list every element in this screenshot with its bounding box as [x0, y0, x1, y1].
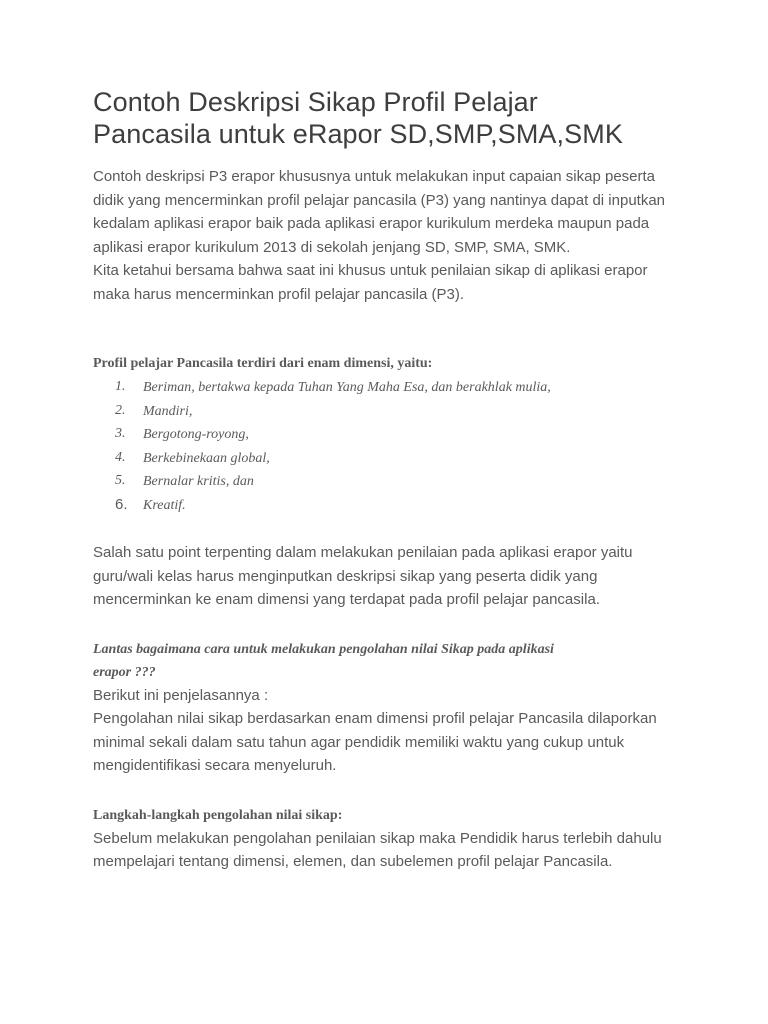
question-line-2: erapor ??? — [93, 664, 156, 680]
steps-paragraph: Sebelum melakukan pengolahan penilaian sikap maka Pendidik harus terlebih dahulu mempelajari tentang dimensi, elemen, dan subelemen profil pelajar Pancasila. — [93, 829, 662, 870]
dimension-number: 3. — [115, 426, 126, 441]
explanation-intro: Berikut ini penjelasannya : — [93, 686, 269, 704]
question-heading — [93, 638, 693, 684]
document-title — [93, 86, 693, 150]
dimension-item — [93, 375, 693, 399]
dimension-text: Beriman, bertakwa kepada Tuhan Yang Maha Esa, dan berakhlak mulia, — [143, 380, 551, 395]
explanation-paragraph: Pengolahan nilai sikap berdasarkan enam dimensi profil pelajar Pancasila dilaporkan minimal sekali dalam satu tahun agar pendidik memiliki waktu yang cukup untuk mengidentifikasi secara menyeluruh. — [93, 710, 657, 774]
dimensions-list — [93, 375, 693, 516]
dimension-item — [93, 446, 693, 470]
dimension-item — [93, 469, 693, 493]
dimension-number: 1. — [115, 379, 126, 394]
dimension-item — [93, 399, 693, 423]
point-paragraph: Salah satu point terpenting dalam melakukan penilaian pada aplikasi erapor yaitu guru/wali kelas harus menginputkan deskripsi sikap yang peserta didik yang mencerminkan ke enam dimensi yang terdapat pada profil pelajar pancasila. — [93, 544, 633, 608]
document-page — [93, 86, 693, 874]
dimension-number: 4. — [115, 449, 126, 465]
dimensions-heading: Profil pelajar Pancasila terdiri dari enam dimensi, yaitu: — [93, 356, 433, 371]
dimension-text: Bergotong-royong, — [143, 427, 249, 442]
dimension-text: Kreatif. — [143, 497, 186, 513]
intro-paragraph-2: Kita ketahui bersama bahwa saat ini khusus untuk penilaian sikap di aplikasi erapor maka harus mencerminkan profil pelajar pancasila (P3). — [93, 262, 648, 303]
dimension-text: Berkebinekaan global, — [143, 450, 270, 466]
dimension-item — [93, 493, 693, 517]
question-line-1: Lantas bagaimana cara untuk melakukan pengolahan nilai Sikap pada aplikasi — [93, 641, 554, 657]
intro-paragraph: Contoh deskripsi P3 erapor khususnya untuk melakukan input capaian sikap peserta didik yang mencerminkan profil pelajar pancasila (P3) yang nantinya dapat di inputkan kedalam aplikasi erapor baik pada aplikasi erapor kurikulum merdeka maupun pada aplikasi erapor kurikulum 2013 di sekolah jenjang SD, SMP, SMA, SMK. — [93, 168, 666, 256]
title-line-2: Pancasila untuk eRapor SD,SMP,SMA,SMK — [93, 119, 623, 149]
title-line-1: Contoh Deskripsi Sikap Profil Pelajar — [93, 87, 538, 117]
dimension-text: Bernalar kritis, dan — [143, 474, 254, 489]
steps-heading: Langkah-langkah pengolahan nilai sikap: — [93, 807, 343, 823]
dimension-number: 5. — [115, 473, 126, 488]
dimension-number: 2. — [115, 402, 126, 418]
dimension-number: 6. — [115, 495, 128, 513]
dimension-text: Mandiri, — [143, 403, 193, 419]
dimension-item — [93, 422, 693, 446]
